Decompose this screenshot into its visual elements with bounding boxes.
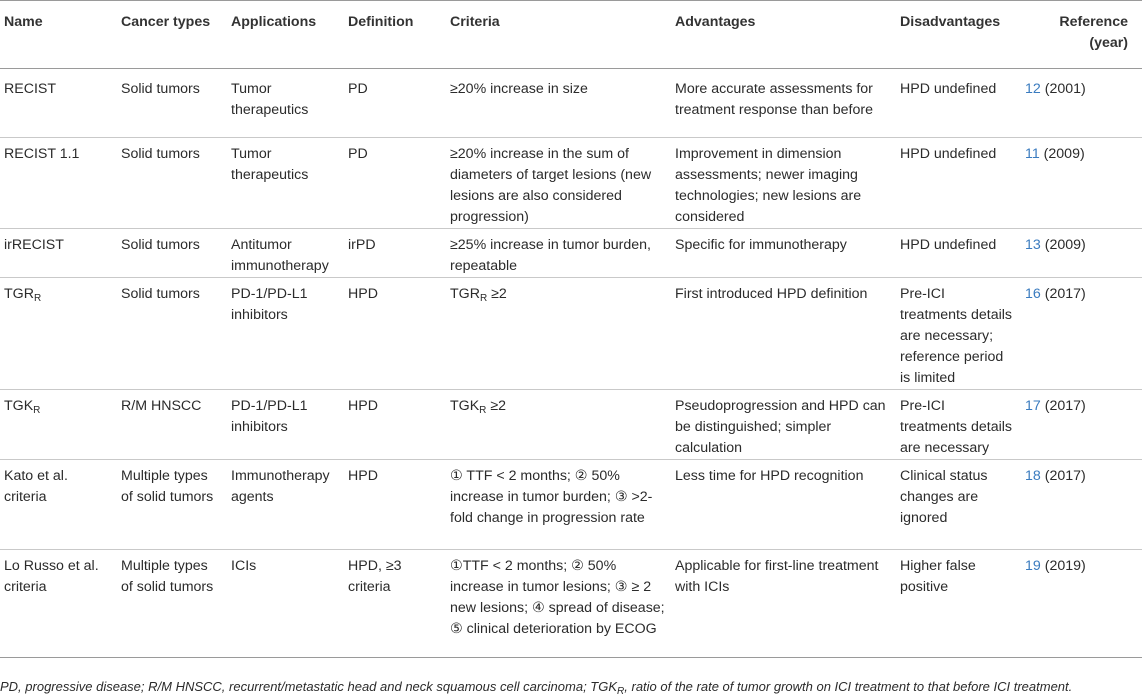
criteria-rest: ≥2 [486,398,507,414]
cell-definition: PD [348,81,368,97]
cell-name [0,390,117,460]
table-row [0,390,1142,460]
header-applications: Applications [231,14,317,30]
header-cancer-types: Cancer types [121,14,211,30]
reference-link[interactable]: 12 [1025,81,1041,97]
reference-year: (2017) [1040,468,1086,484]
cell-reference [1021,278,1142,390]
reference-link[interactable]: 13 [1025,237,1041,253]
cell-criteria: ① TTF < 2 months; ② 50% increase in tumor burden; ③ >2-fold change in progression rate [450,468,653,526]
cell-applications: Immunotherapy agents [231,468,330,505]
header-name: Name [4,14,43,30]
reference-year: (2001) [1040,81,1086,97]
cell-cancer-types: Multiple types of solid tumors [121,558,214,595]
cell-applications: ICIs [231,558,257,574]
table-row [0,278,1142,390]
cell-criteria [446,390,671,460]
table-row [0,69,1142,138]
cell-applications: PD-1/PD-L1 inhibitors [231,286,308,323]
reference-year: (2009) [1040,237,1086,253]
cell-advantages: Specific for immunotherapy [675,237,847,253]
cell-reference [1021,69,1142,138]
cell-disadvantages: HPD undefined [900,81,997,97]
cell-name: irRECIST [4,237,64,253]
cell-definition: HPD [348,468,378,484]
cell-reference [1021,550,1142,658]
name-subscript: R [33,405,41,416]
name-subscript: R [33,293,42,304]
table-row [0,138,1142,229]
table-row [0,229,1142,278]
footnote-text: PD, progressive disease; R/M HNSCC, recurrent/metastatic head and neck squamous cell carcinoma; TGK [0,679,618,694]
cell-name: Kato et al. criteria [4,468,68,505]
cell-reference [1021,460,1142,550]
cell-applications: Tumor therapeutics [231,81,309,118]
reference-link[interactable]: 19 [1025,558,1041,574]
cell-criteria: ①TTF < 2 months; ② 50% increase in tumor lesions; ③ ≥ 2 new lesions; ④ spread of disease; ⑤ clinical deterioration by ECOG [450,558,665,637]
cell-cancer-types: Multiple types of solid tumors [121,468,214,505]
cell-definition: HPD [348,398,378,414]
cell-advantages: Pseudoprogression and HPD can be distinguished; simpler calculation [675,398,886,456]
header-advantages: Advantages [675,14,756,30]
cell-definition: irPD [348,237,376,253]
cell-cancer-types: R/M HNSCC [121,398,202,414]
cell-cancer-types: Solid tumors [121,237,200,253]
cell-disadvantages: Pre-ICI treatments details are necessary [900,398,1012,456]
criteria-rest: ≥2 [487,286,507,302]
cell-definition: HPD [348,286,378,302]
name-main: TGR [4,286,34,302]
cell-disadvantages: Pre-ICI treatments details are necessary; reference period is limited [900,286,1012,386]
reference-link[interactable]: 18 [1025,468,1041,484]
cell-cancer-types: Solid tumors [121,81,200,97]
reference-year: (2009) [1039,146,1085,162]
cell-disadvantages: HPD undefined [900,146,997,162]
criteria-main: TGK [450,398,480,414]
cell-definition: PD [348,146,368,162]
cell-reference [1021,138,1142,229]
cell-advantages: Improvement in dimension assessments; newer imaging technologies; new lesions are considered [675,146,862,225]
cell-criteria: ≥25% increase in tumor burden, repeatable [450,237,652,274]
cell-criteria: ≥20% increase in the sum of diameters of target lesions (new lesions are also considered progression) [450,146,652,225]
table-row [0,460,1142,550]
reference-year: (2017) [1040,286,1086,302]
header-row [0,1,1142,69]
header-reference: Reference (year) [1059,14,1128,51]
footnote-text-end: , ratio of the rate of tumor growth on ICI treatment to that before ICI treatment. [624,679,1073,694]
cell-applications: Antitumor immunotherapy [231,237,329,274]
cell-applications: PD-1/PD-L1 inhibitors [231,398,308,435]
criteria-subscript: R [479,405,487,416]
criteria-subscript: R [479,293,488,304]
cell-definition: HPD, ≥3 criteria [348,558,402,595]
cell-criteria: ≥20% increase in size [450,81,588,97]
cell-cancer-types: Solid tumors [121,146,200,162]
cell-criteria [446,278,671,390]
cell-advantages: First introduced HPD definition [675,286,868,302]
reference-link[interactable]: 11 [1025,146,1040,162]
reference-link[interactable]: 16 [1025,286,1041,302]
cell-reference [1021,229,1142,278]
reference-link[interactable]: 17 [1025,398,1041,414]
table-row [0,550,1142,658]
cell-advantages: Less time for HPD recognition [675,468,864,484]
cell-advantages: More accurate assessments for treatment response than before [675,81,873,118]
cell-name [0,278,117,390]
cell-name: RECIST 1.1 [4,146,80,162]
cell-applications: Tumor therapeutics [231,146,309,183]
footnote-subscript: R [617,686,625,697]
reference-year: (2019) [1040,558,1086,574]
cell-advantages: Applicable for first-line treatment with ICIs [675,558,879,595]
cell-cancer-types: Solid tumors [121,286,200,302]
criteria-main: TGR [450,286,480,302]
cell-name: RECIST [4,81,57,97]
name-main: TGK [4,398,34,414]
cell-disadvantages: Clinical status changes are ignored [900,468,988,526]
cell-disadvantages: HPD undefined [900,237,997,253]
reference-year: (2017) [1040,398,1086,414]
header-disadvantages: Disadvantages [900,14,1001,30]
cell-reference [1021,390,1142,460]
cell-disadvantages: Higher false positive [900,558,976,595]
cell-name: Lo Russo et al. criteria [4,558,99,595]
header-definition: Definition [348,14,414,30]
table-footnote [0,679,1142,695]
header-criteria: Criteria [450,14,500,30]
